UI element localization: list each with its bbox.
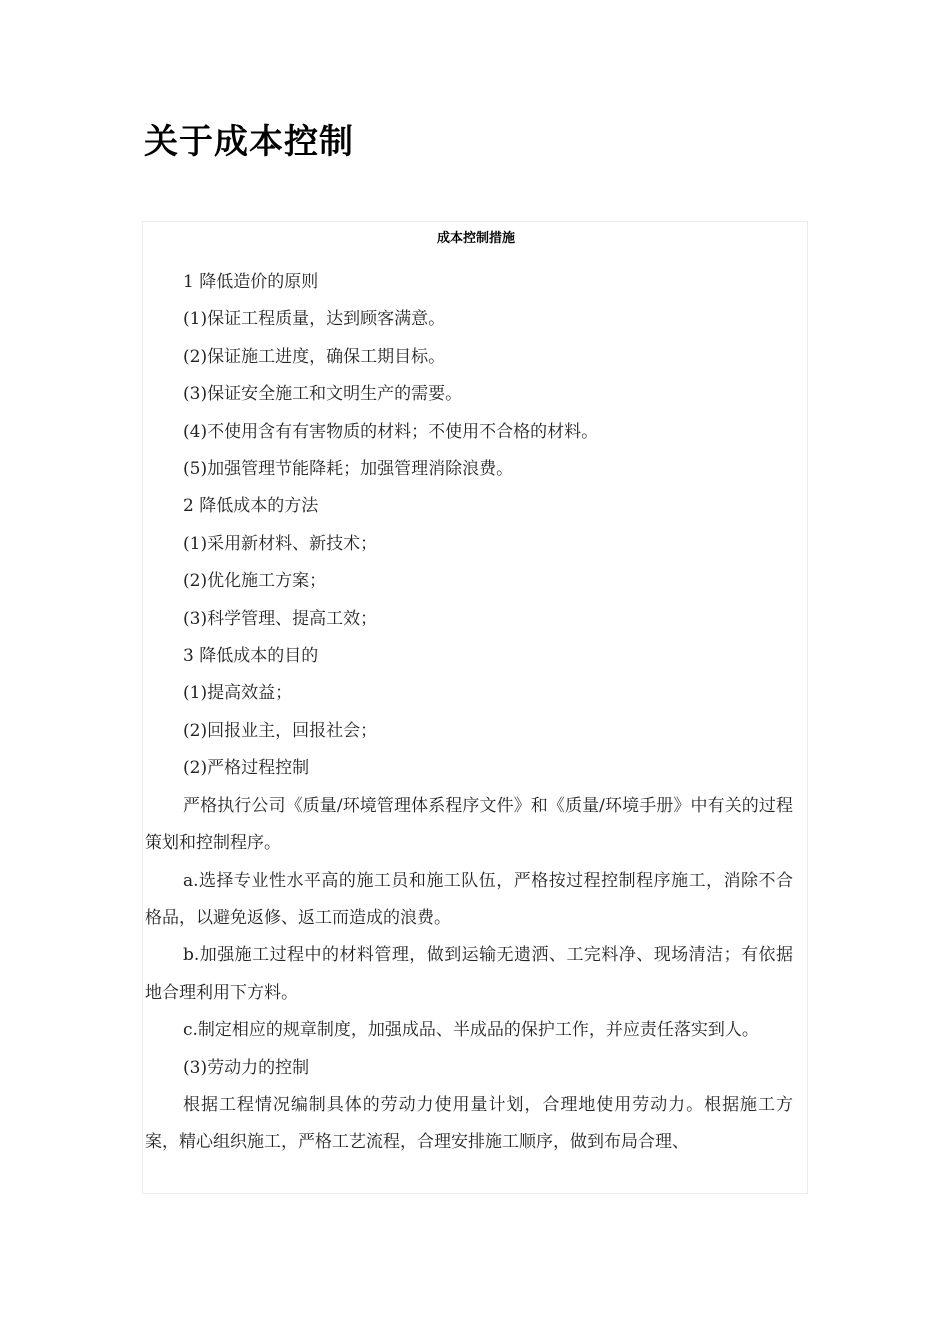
paragraph: 根据工程情况编制具体的劳动力使用量计划，合理地使用劳动力。根据施工方案，精心组织施工，严格工艺流程，合理安排施工顺序，做到布局合理、	[145, 1094, 793, 1153]
paragraph: (4)不使用含有有害物质的材料；不使用不合格的材料。	[183, 421, 599, 442]
paragraph: (1)提高效益；	[183, 683, 293, 704]
paragraph: (3)科学管理、提高工效；	[183, 608, 378, 629]
body-text	[145, 264, 793, 1162]
content-box	[142, 221, 808, 1194]
paragraph: 严格执行公司《质量/环境管理体系程序文件》和《质量/环境手册》中有关的过程策划和控制程序。	[145, 795, 793, 854]
paragraph: (3)保证安全施工和文明生产的需要。	[183, 384, 463, 405]
paragraph-principle-heading: 1 降低造价的原则	[183, 272, 319, 292]
paragraph-method-heading: 2 降低成本的方法	[183, 496, 319, 517]
paragraph: a.选择专业性水平高的施工员和施工队伍，严格按过程控制程序施工，消除不合格品，以避免返修、返工而造成的浪费。	[145, 870, 793, 928]
paragraph: (2)保证施工进度，确保工期目标。	[183, 346, 446, 367]
paragraph: (5)加强管理节能降耗；加强管理消除浪费。	[183, 459, 514, 480]
paragraph: (1)采用新材料、新技术；	[183, 533, 378, 554]
paragraph-purpose-heading: 3 降低成本的目的	[183, 646, 319, 667]
paragraph: (1)保证工程质量，达到顾客满意。	[183, 309, 446, 330]
paragraph: c.制定相应的规章制度，加强成品、半成品的保护工作，并应责任落实到人。	[183, 1020, 759, 1041]
paragraph: (2)优化施工方案；	[183, 571, 327, 592]
paragraph: b.加强施工过程中的材料管理，做到运输无遗洒、工完料净、现场清洁；有依据地合理利用下方料。	[145, 945, 793, 1003]
paragraph-process-control-heading: (2)严格过程控制	[183, 758, 310, 779]
page-title: 关于成本控制	[144, 122, 354, 162]
paragraph: (2)回报业主，回报社会；	[183, 720, 378, 741]
section-heading: 成本控制措施	[436, 231, 515, 246]
paragraph-labor-control-heading: (3)劳动力的控制	[183, 1057, 310, 1078]
